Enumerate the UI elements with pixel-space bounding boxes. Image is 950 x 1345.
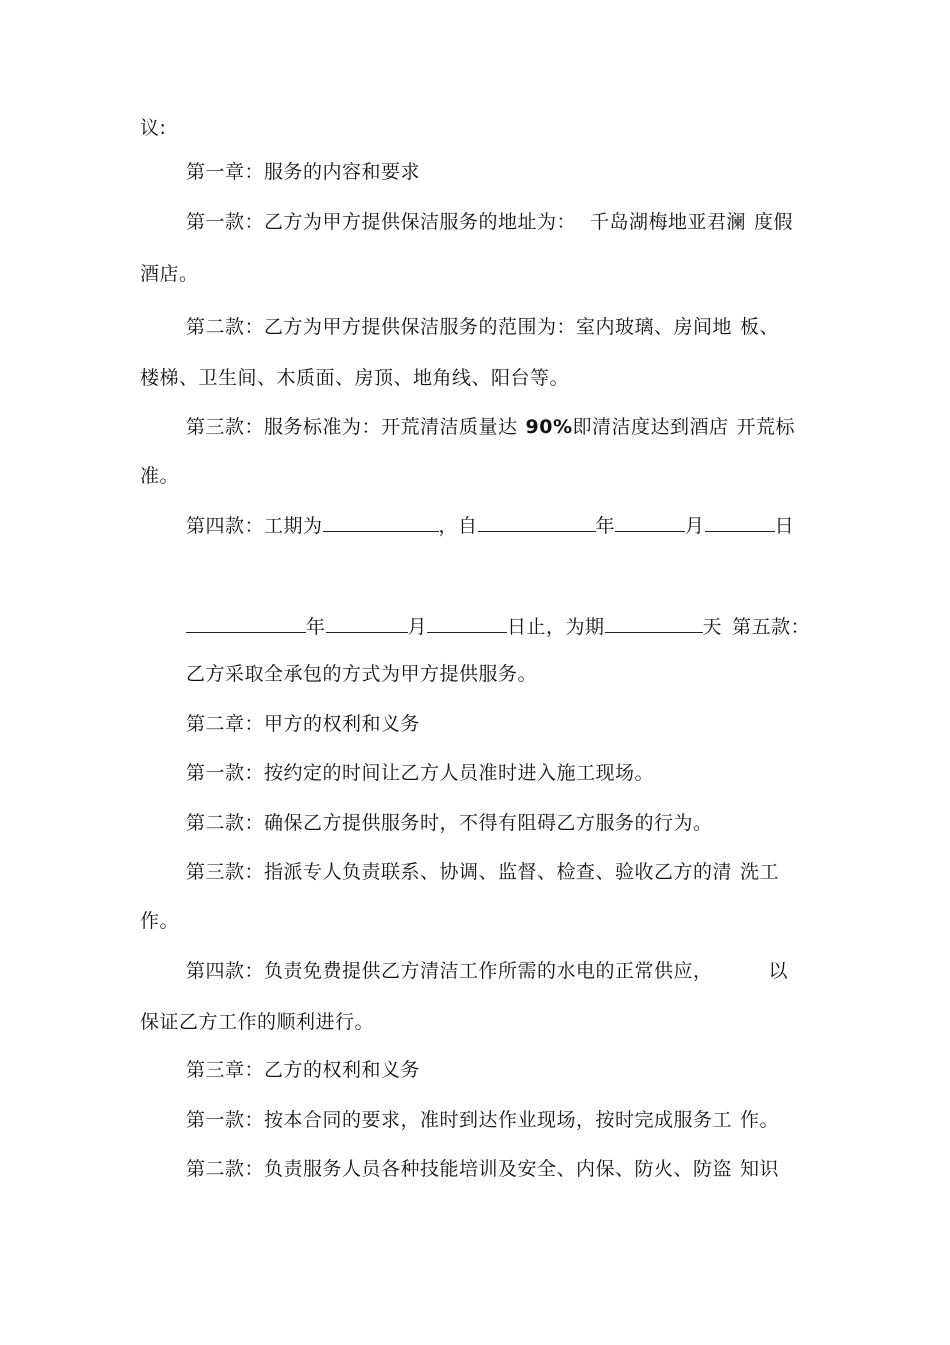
blank-end-year <box>186 614 306 633</box>
text: 年 <box>306 616 326 638</box>
text: 板、 <box>740 316 780 338</box>
chapter-2-heading <box>186 712 420 736</box>
text: 保证乙方工作的顺利进行。 <box>140 1011 375 1033</box>
blank-end-month <box>326 614 408 633</box>
blank-end-day <box>427 614 507 633</box>
text: 年 <box>595 515 616 537</box>
blank-start-day <box>705 513 775 532</box>
chapter-2-clause-4-cont <box>140 1010 374 1034</box>
text: 议: <box>140 117 167 139</box>
blank-days <box>605 614 703 633</box>
text: 以 <box>768 960 789 982</box>
text: 开荒标 <box>736 416 796 438</box>
text: 第二款：乙方为甲方提供保洁服务的范围为：室内玻璃、房间地 <box>186 316 733 338</box>
chapter-3-heading <box>186 1058 420 1082</box>
text: 日止，为期 <box>507 616 605 638</box>
text: 第三款：服务标准为：开荒清洁质量达 <box>186 416 518 438</box>
text: 月 <box>407 616 428 638</box>
text: 第二款：确保乙方提供服务时，不得有阻碍乙方服务的行为。 <box>186 812 713 834</box>
text: 月 <box>685 515 705 537</box>
text: 第一章：服务的内容和要求 <box>186 161 421 183</box>
text: 第一款：按本合同的要求，准时到达作业现场，按时完成服务工 <box>186 1109 733 1131</box>
text: 第一款：按约定的时间让乙方人员准时进入施工现场。 <box>186 762 655 784</box>
text: 千岛湖梅地亚君澜 <box>590 211 747 233</box>
text: 度假 <box>754 211 794 233</box>
chapter-2-clause-1 <box>186 761 654 785</box>
text: 作。 <box>140 910 180 932</box>
chapter-1-clause-2-cont <box>140 366 569 390</box>
text: 即清洁度达到酒店 <box>572 416 729 438</box>
chapter-1-clause-1 <box>186 210 793 234</box>
text: ，自 <box>438 515 478 537</box>
chapter-1-clause-2 <box>186 315 779 339</box>
text: 第四款：负责免费提供乙方清洁工作所需的水电的正常供应， <box>186 960 713 982</box>
text: 第三章：乙方的权利和义务 <box>186 1059 421 1081</box>
chapter-1-clause-1-cont <box>140 262 199 286</box>
chapter-3-clause-2 <box>186 1157 779 1181</box>
chapter-1-clause-4-cont <box>186 614 810 639</box>
chapter-1-clause-4 <box>186 513 794 538</box>
blank-start-year <box>478 513 596 532</box>
text: 作。 <box>740 1109 780 1131</box>
percentage: 90% <box>525 416 573 438</box>
blank-duration <box>323 513 439 532</box>
chapter-3-clause-1 <box>186 1108 779 1132</box>
chapter-2-clause-3-cont <box>140 909 179 933</box>
text: 第二款：负责服务人员各种技能培训及安全、内保、防火、防盗 <box>186 1158 733 1180</box>
blank-start-month <box>615 513 685 532</box>
text: 第四款：工期为 <box>186 515 323 537</box>
text: 天 <box>702 616 723 638</box>
text: 第五款： <box>732 616 811 638</box>
text: 准。 <box>140 465 180 487</box>
chapter-1-clause-3-cont <box>140 464 179 488</box>
text: 第一款：乙方为甲方提供保洁服务的地址为： <box>186 211 577 233</box>
text: 洗工 <box>740 861 780 883</box>
chapter-1-clause-5 <box>186 662 537 686</box>
text: 日 <box>774 515 795 537</box>
chapter-2-clause-4 <box>186 959 788 983</box>
text: 知识 <box>740 1158 780 1180</box>
paragraph-fragment <box>140 116 166 140</box>
text: 第三款：指派专人负责联系、协调、监督、检查、验收乙方的清 <box>186 861 733 883</box>
text: 楼梯、卫生间、木质面、房顶、地角线、阳台等。 <box>140 367 570 389</box>
chapter-1-heading <box>186 160 420 184</box>
chapter-2-clause-2 <box>186 811 713 835</box>
text: 酒店。 <box>140 263 199 285</box>
chapter-1-clause-3 <box>186 415 795 439</box>
text: 乙方采取全承包的方式为甲方提供服务。 <box>186 663 538 685</box>
chapter-2-clause-3 <box>186 860 779 884</box>
text: 第二章：甲方的权利和义务 <box>186 713 421 735</box>
